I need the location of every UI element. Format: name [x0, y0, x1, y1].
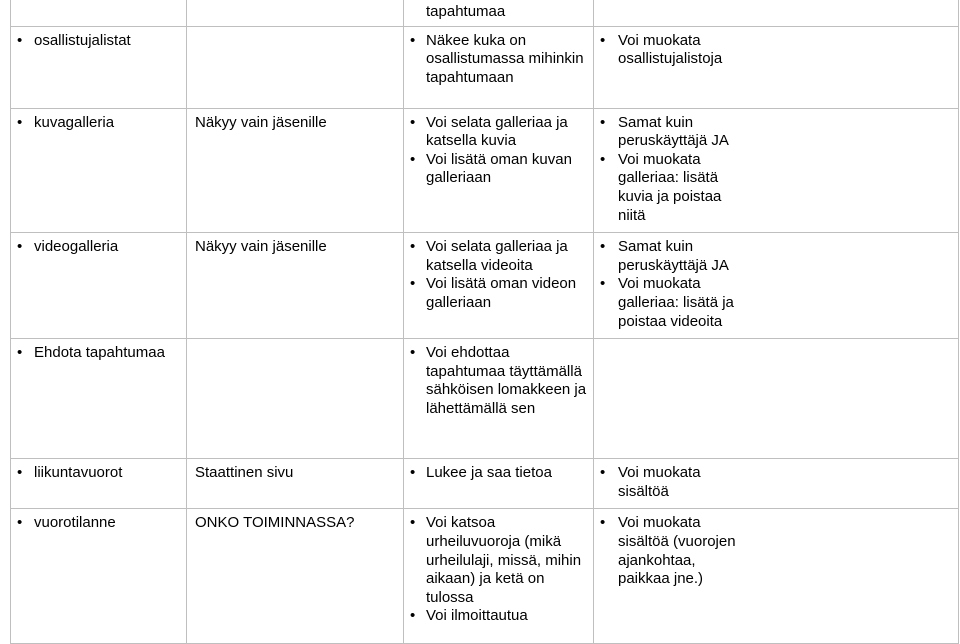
list-item: • Näkee kuka on osallistumassa mihinkin tapahtumaan	[404, 32, 593, 88]
admin-rights-cell	[594, 0, 959, 26]
feature-name: • osallistujalistat	[11, 32, 186, 51]
visibility-cell	[187, 459, 404, 509]
feature-cell	[11, 108, 187, 233]
visibility-cell	[187, 339, 404, 459]
list-item: • Voi ehdottaa tapahtumaa täyttämällä sähköisen lomakkeen ja lähettämällä sen	[404, 344, 593, 418]
list-item: • Voi ilmoittautua	[404, 607, 593, 626]
list-item: • Voi lisätä oman videon galleriaan	[404, 275, 593, 312]
table-body	[11, 0, 959, 644]
visibility-text: Näkyy vain jäsenille	[195, 238, 327, 256]
feature-name: • videogalleria	[11, 238, 186, 257]
table-row	[11, 26, 959, 108]
list-item: • Voi selata galleriaa ja katsella videoita	[404, 238, 593, 275]
feature-cell	[11, 26, 187, 108]
list-item: • Samat kuin peruskäyttäjä JA	[594, 114, 748, 151]
user-rights-cell	[404, 108, 594, 233]
feature-name: • kuvagalleria	[11, 114, 186, 133]
table-row	[11, 108, 959, 233]
visibility-cell	[187, 108, 404, 233]
feature-name: • liikuntavuorot	[11, 464, 186, 483]
admin-rights-cell	[594, 108, 959, 233]
feature-cell	[11, 233, 187, 339]
visibility-text: Näkyy vain jäsenille	[195, 113, 327, 131]
table-row	[11, 459, 959, 509]
list-item: • Samat kuin peruskäyttäjä JA	[594, 238, 748, 275]
visibility-cell	[187, 0, 404, 26]
admin-rights-cell	[594, 509, 959, 644]
user-rights-cell	[404, 26, 594, 108]
table-row	[11, 233, 959, 339]
table-row	[11, 0, 959, 26]
feature-name: • vuorotilanne	[11, 514, 186, 533]
feature-cell	[11, 339, 187, 459]
list-item: • Voi selata galleriaa ja katsella kuvia	[404, 114, 593, 151]
list-item: • Voi katsoa urheiluvuoroja (mikä urheilulaji, missä, mihin aikaan) ja ketä on tulossa	[404, 514, 593, 607]
list-item: • Voi muokata sisältöä	[594, 464, 748, 501]
admin-rights-cell	[594, 233, 959, 339]
list-item: • Voi muokata osallistujalistoja	[594, 32, 748, 69]
permissions-table	[10, 0, 959, 644]
user-rights-cell	[404, 339, 594, 459]
feature-cell	[11, 509, 187, 644]
continuation-text: tapahtumaa	[426, 3, 506, 20]
list-item: • Voi muokata sisältöä (vuorojen ajankohtaa, paikkaa jne.)	[594, 514, 748, 588]
list-item: • Lukee ja saa tietoa	[404, 464, 593, 483]
user-rights-cell	[404, 233, 594, 339]
user-rights-cell	[404, 509, 594, 644]
table-row	[11, 339, 959, 459]
visibility-text: Staattinen sivu	[195, 464, 294, 482]
feature-cell	[11, 0, 187, 26]
admin-rights-cell	[594, 26, 959, 108]
list-item: • Voi lisätä oman kuvan galleriaan	[404, 151, 593, 188]
visibility-cell	[187, 26, 404, 108]
visibility-cell	[187, 509, 404, 644]
feature-cell	[11, 459, 187, 509]
visibility-text: ONKO TOIMINNASSA?	[195, 514, 355, 532]
table-row	[11, 509, 959, 644]
visibility-cell	[187, 233, 404, 339]
user-rights-cell	[404, 0, 594, 26]
user-rights-cell	[404, 459, 594, 509]
admin-rights-cell	[594, 459, 959, 509]
list-item: • Voi muokata galleriaa: lisätä kuvia ja poistaa niitä	[594, 151, 748, 225]
admin-rights-cell	[594, 339, 959, 459]
feature-name: • Ehdota tapahtumaa	[11, 344, 186, 363]
list-item: • Voi muokata galleriaa: lisätä ja poistaa videoita	[594, 275, 748, 331]
